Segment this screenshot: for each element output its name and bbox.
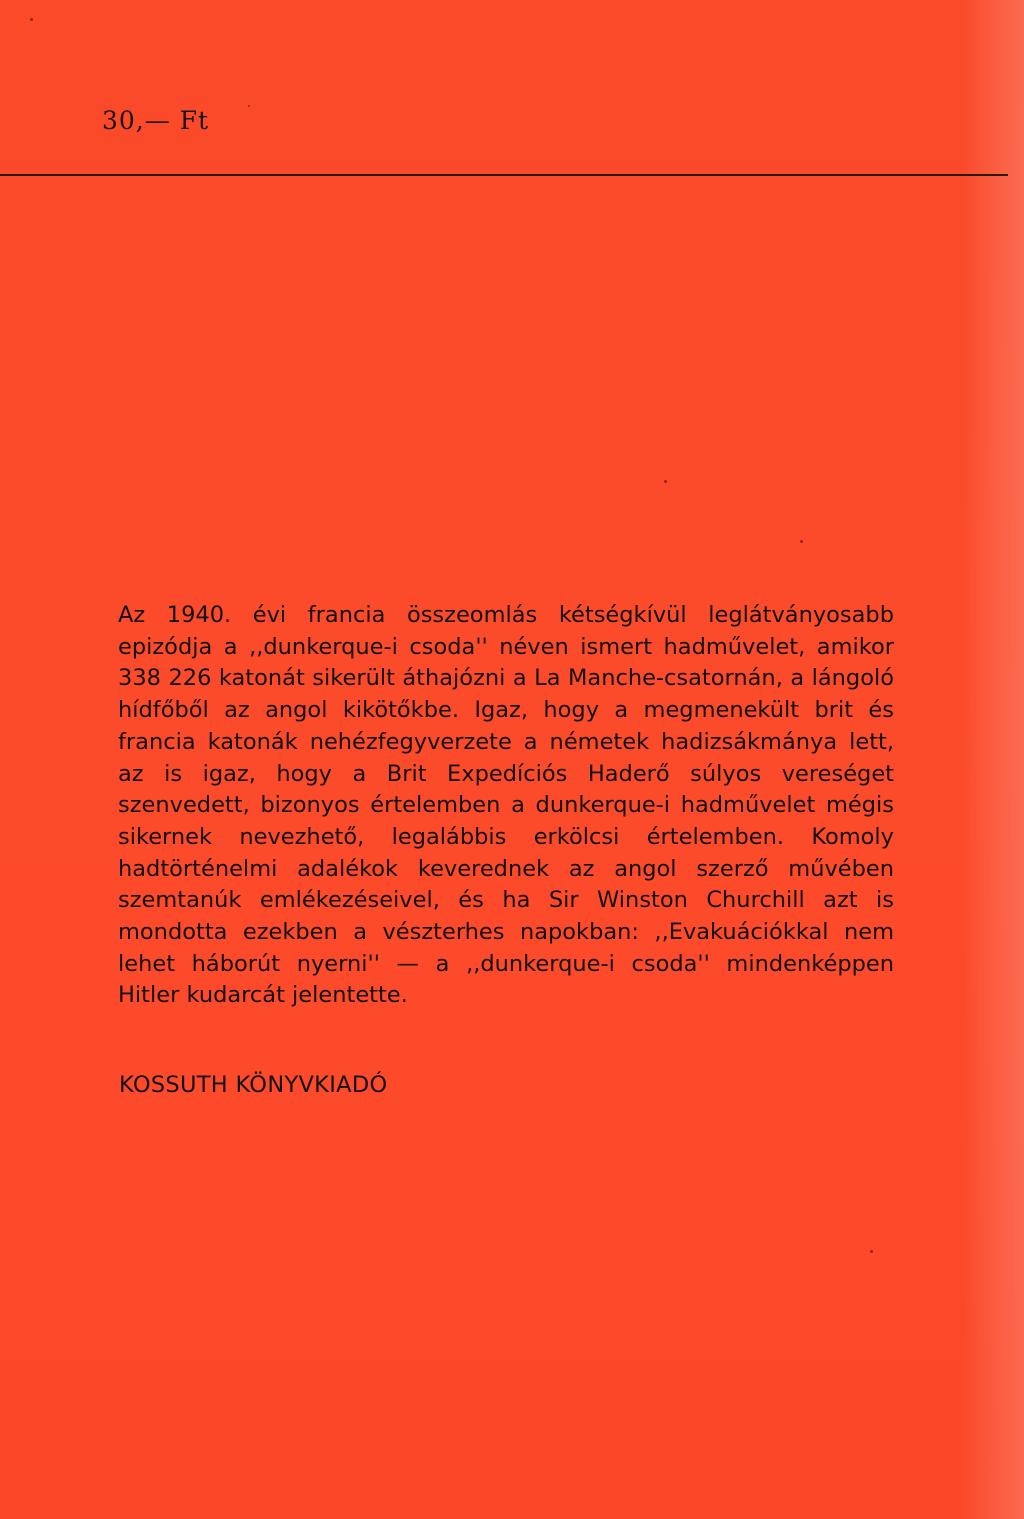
print-speck	[664, 480, 667, 483]
blurb-text: Az 1940. évi francia összeomlás kétségkívül leglátványosabb epizódja a ,,dunkerque-i csoda'' néven ismert hadművelet, amikor 338 226 katonát sikerült áthajózni a La Manche-csatornán, a lángoló hídfőből az angol kikötőkbe. Igaz, hogy a megmenekült brit és francia katonák nehézfegyverzete a németek hadizsákmánya lett, az is igaz, hogy a Brit Expedíciós Haderő súlyos vereséget szenvedett, bizonyos értelemben a dunkerque-i hadművelet mégis sikernek nevezhető, legalábbis erkölcsi értelemben. Komoly hadtörténelmi adalékok keverednek az angol szerző művében szemtanúk emlékezéseivel, és ha Sir Winston Churchill azt is mondotta ezekben a vészterhes napokban: ,,Evakuációkkal nem lehet háborút nyerni'' — a ,,dunkerque-i csoda'' mindenképpen Hitler kudarcát jelentette.	[118, 602, 894, 1009]
print-speck	[800, 540, 803, 543]
price-label: 30,— Ft	[102, 106, 210, 135]
publisher-name: KOSSUTH KÖNYVKIADÓ	[119, 1072, 388, 1098]
print-speck	[30, 18, 33, 21]
horizontal-rule	[0, 174, 1008, 176]
print-speck	[870, 1250, 873, 1253]
print-speck	[248, 105, 250, 107]
